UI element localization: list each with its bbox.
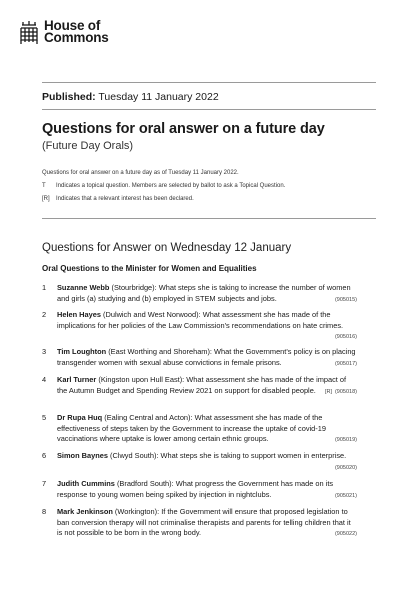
question-text: What steps she is taking to increase the number of women and girls (a) studying and (b) employed in STEM subjects and jobs. [57,283,351,303]
question-ref [332,332,357,343]
question-ref [332,529,357,540]
question-item [42,347,357,369]
reference-number: (905015) [334,296,357,303]
question-text: What progress the Government has made on its response to young women being spiked by injection in nightclubs. [57,479,334,499]
member-name: Dr Rupa Huq [57,413,103,422]
question-number: 6 [42,451,47,460]
section-title: Questions for Answer on Wednesday 12 January [42,242,292,254]
question-text: What assessment she has made of the implications for her policies of the Law Commission's recommendations on hate crimes. [57,310,344,330]
question-text: What steps she is taking to support women in enterprise. [160,451,347,460]
member-constituency: (Stourbridge): [111,283,157,292]
published-label: Published: [42,91,96,103]
document-subtitle: (Future Day Orals) [42,140,134,152]
question-text: What the Government's policy is on placing transgender women with sexual abuse convictions in female prisons. [57,347,356,367]
reference-number: (905021) [334,492,357,499]
published-date: Tuesday 11 January 2022 [98,91,219,103]
member-constituency: (Kingston upon Hull East): [98,375,185,384]
question-item [42,507,357,540]
reference-number: (905018) [334,388,357,395]
divider-top [42,82,376,83]
question-number: 4 [42,375,47,384]
member-name: Helen Hayes [57,310,101,319]
legend-topical [42,183,285,189]
question-number: 5 [42,413,47,422]
question-item [42,479,357,501]
legend-text: Indicates a topical question. Members are selected by ballot to ask a Topical Question. [56,183,286,189]
question-item [42,413,357,446]
published-line [42,91,219,103]
question-item [42,310,357,343]
question-ref [332,435,357,446]
member-constituency: (Workington): [114,507,160,516]
legend-key: [R] [42,196,50,202]
question-ref [332,295,357,306]
reference-number: (905020) [334,464,357,471]
member-name: Karl Turner [57,375,97,384]
member-constituency: (East Worthing and Shoreham): [108,347,212,356]
member-name: Judith Cummins [57,479,115,488]
question-item [42,451,357,473]
question-number: 3 [42,347,47,356]
legend-key: T [42,183,46,189]
question-text: What assessment she has made of the effectiveness of steps taken by the Government to increase the uptake of covid-19 vaccinations where uptake is lower among certain ethnic groups. [57,413,326,444]
logo-line-1: House of [44,18,101,33]
member-name: Mark Jenkinson [57,507,113,516]
question-number: 7 [42,479,47,488]
reference-number: (905019) [334,437,357,444]
question-number: 8 [42,507,47,516]
member-constituency: (Bradford South): [116,479,174,488]
question-item [42,375,357,397]
document-title: Questions for oral answer on a future day [42,121,325,137]
question-item [42,283,357,305]
reference-number: (905022) [334,531,357,538]
member-constituency: (Ealing Central and Acton): [104,413,193,422]
member-constituency: (Dulwich and West Norwood): [103,310,201,319]
member-name: Suzanne Webb [57,283,110,292]
question-ref [332,359,357,370]
logo-wordmark [44,20,109,44]
intro-text: Questions for oral answer on a future day as of Tuesday 11 January 2022. [42,170,239,176]
member-name: Simon Baynes [57,451,108,460]
portcullis-icon [20,20,38,46]
question-ref [325,387,357,398]
house-of-commons-logo [20,20,109,46]
member-name: Tim Loughton [57,347,107,356]
question-text: If the Government will ensure that proposed legislation to ban conversion therapy will not criminalise therapists and parents for telling children that it is not possible to be born in the wrong body. [57,507,351,538]
divider-published [42,109,376,110]
legend-interest [42,196,194,202]
question-ref [332,491,357,502]
interest-tag: [R] [324,388,332,395]
divider-section [42,218,376,219]
legend-text: Indicates that a relevant interest has been declared. [56,196,194,202]
question-number: 2 [42,310,47,319]
reference-number: (905017) [334,360,357,367]
section-subtitle: Oral Questions to the Minister for Women and Equalities [42,264,257,273]
question-ref [332,463,357,474]
logo-line-2: Commons [44,30,109,45]
member-constituency: (Clwyd South): [110,451,159,460]
reference-number: (905016) [334,334,357,341]
question-number: 1 [42,283,47,292]
question-text: What assessment she has made of the impact of the Autumn Budget and Spending Review 2021 on support for disabled people. [57,375,347,395]
